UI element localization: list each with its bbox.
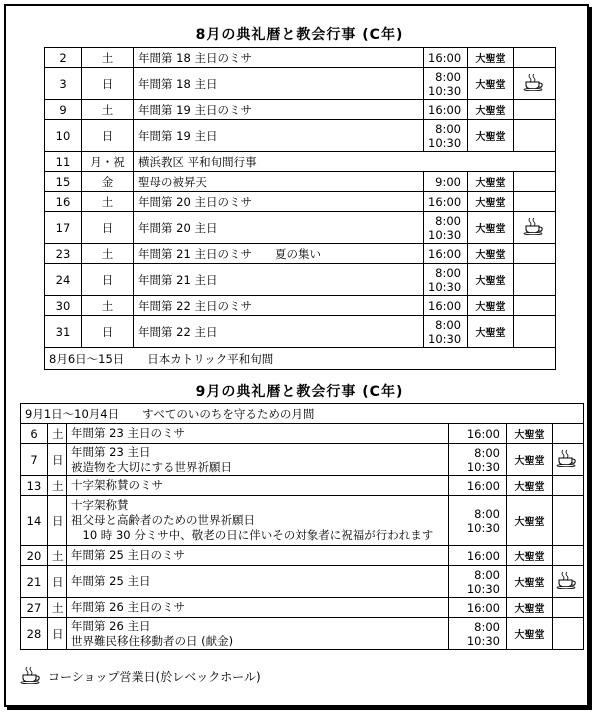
cafe-cell	[514, 212, 556, 244]
coffee-cup-icon	[523, 73, 547, 94]
weekday-cell: 土	[82, 192, 134, 212]
time-cell	[424, 100, 468, 120]
venue-cell: 大聖堂	[507, 496, 553, 546]
time-cell	[449, 424, 507, 444]
weekday-cell: 土	[82, 48, 134, 68]
time: 10:30	[466, 520, 500, 535]
day-cell: 2	[45, 48, 82, 68]
legend	[20, 666, 261, 687]
event-line: 十字架称賛	[71, 498, 129, 512]
time-cell	[424, 120, 468, 152]
cafe-cell	[514, 316, 556, 348]
event-line: 祖父母と高齢者のための世界祈願日	[71, 513, 255, 527]
venue-cell: 大聖堂	[468, 68, 514, 100]
schedule-row	[45, 244, 556, 264]
schedule-row	[45, 192, 556, 212]
weekday-cell: 土	[48, 546, 67, 566]
venue-cell: 大聖堂	[468, 192, 514, 212]
time-cell	[449, 598, 507, 618]
venue-cell: 大聖堂	[468, 120, 514, 152]
venue-cell: 大聖堂	[468, 212, 514, 244]
event-cell	[67, 598, 449, 618]
venue-cell: 大聖堂	[507, 598, 553, 618]
time: 16:00	[466, 478, 500, 493]
venue-cell: 大聖堂	[507, 566, 553, 598]
time-cell	[424, 244, 468, 264]
time-cell	[424, 48, 468, 68]
cafe-cell	[514, 120, 556, 152]
august-title: 8月の典礼暦と教会行事 (C年)	[195, 27, 404, 43]
venue-cell: 大聖堂	[468, 172, 514, 192]
venue-cell: 大聖堂	[468, 244, 514, 264]
day-cell: 3	[45, 68, 82, 100]
event-cell: 聖母の被昇天	[134, 172, 424, 192]
event-line: 10 時 30 分ミサ中、敬老の日に伴いその対象者に祝福が行われます	[71, 528, 434, 542]
weekday-cell: 日	[82, 120, 134, 152]
cafe-cell	[514, 264, 556, 296]
venue-cell: 大聖堂	[507, 546, 553, 566]
event-line: 年間第 23 主日	[71, 444, 151, 459]
time-cell	[424, 172, 468, 192]
day-cell: 23	[45, 244, 82, 264]
time: 10:30	[466, 581, 500, 596]
day-cell: 30	[45, 296, 82, 316]
day-cell: 16	[45, 192, 82, 212]
coffee-cup-icon	[556, 571, 580, 592]
september-title: 9月の典礼暦と教会行事 (C年)	[195, 384, 404, 400]
event-cell	[67, 618, 449, 650]
event-cell	[67, 476, 449, 496]
schedule-row	[21, 424, 584, 444]
cafe-cell	[553, 476, 584, 496]
cafe-cell	[514, 192, 556, 212]
venue-cell: 大聖堂	[468, 316, 514, 348]
august-schedule-table	[44, 47, 556, 370]
september-schedule-table	[20, 403, 584, 650]
cafe-cell	[514, 172, 556, 192]
venue-cell: 大聖堂	[468, 296, 514, 316]
schedule-row	[45, 68, 556, 100]
event-line: 年間第 26 主日	[71, 618, 151, 633]
event-cell	[67, 424, 449, 444]
time: 10:30	[428, 331, 462, 346]
weekday-cell: 土	[48, 424, 67, 444]
event-cell: 年間第 18 主日	[134, 68, 424, 100]
time: 16:00	[466, 426, 500, 441]
time-cell	[449, 546, 507, 566]
schedule-row	[21, 618, 584, 650]
time: 10:30	[466, 633, 500, 648]
schedule-row	[21, 496, 584, 546]
day-cell: 13	[21, 476, 48, 496]
time: 8:00	[435, 121, 461, 136]
time: 10:30	[428, 83, 462, 98]
venue-cell: 大聖堂	[468, 48, 514, 68]
schedule-row	[21, 566, 584, 598]
time-cell	[424, 264, 468, 296]
time: 9:00	[435, 174, 461, 189]
weekday-cell: 日	[82, 316, 134, 348]
schedule-row	[45, 48, 556, 68]
footer-row	[45, 348, 556, 370]
time: 8:00	[474, 567, 500, 582]
cafe-cell	[553, 424, 584, 444]
event-cell: 年間第 22 主日のミサ	[134, 296, 424, 316]
event-cell	[67, 496, 449, 546]
schedule-row	[45, 152, 556, 172]
weekday-cell: 土	[82, 244, 134, 264]
schedule-row	[21, 598, 584, 618]
event-cell: 年間第 21 主日	[134, 264, 424, 296]
month-theme-note: 9月1日～10月4日 すべてのいのちを守るための月間	[21, 404, 584, 424]
cafe-cell	[553, 496, 584, 546]
time: 16:00	[428, 102, 462, 117]
coffee-cup-icon	[20, 666, 44, 687]
time-cell	[424, 316, 468, 348]
venue-cell: 大聖堂	[468, 100, 514, 120]
coffee-cup-icon	[523, 217, 547, 238]
time: 8:00	[474, 445, 500, 460]
day-cell: 10	[45, 120, 82, 152]
event-line: 被造物を大切にする世界祈願日	[71, 459, 232, 474]
event-cell: 年間第 20 主日	[134, 212, 424, 244]
day-cell: 27	[21, 598, 48, 618]
event-cell: 年間第 19 主日のミサ	[134, 100, 424, 120]
schedule-row	[45, 172, 556, 192]
time: 8:00	[474, 506, 500, 521]
venue-cell: 大聖堂	[507, 424, 553, 444]
event-cell	[67, 566, 449, 598]
schedule-row	[45, 296, 556, 316]
peace-period-note: 8月6日～15日 日本カトリック平和旬間	[45, 348, 556, 370]
weekday-cell: 日	[82, 264, 134, 296]
schedule-row	[21, 476, 584, 496]
time-cell	[449, 476, 507, 496]
time: 16:00	[428, 246, 462, 261]
time: 8:00	[474, 619, 500, 634]
cafe-cell	[553, 598, 584, 618]
time: 8:00	[435, 265, 461, 280]
time-cell	[449, 496, 507, 546]
time-cell	[449, 444, 507, 476]
weekday-cell: 土	[48, 598, 67, 618]
time-cell	[424, 192, 468, 212]
day-cell: 15	[45, 172, 82, 192]
time: 8:00	[435, 213, 461, 228]
day-cell: 31	[45, 316, 82, 348]
time: 10:30	[428, 227, 462, 242]
time-cell	[424, 296, 468, 316]
event-line: 年間第 25 主日	[71, 574, 151, 588]
schedule-row	[45, 120, 556, 152]
weekday-cell: 日	[82, 68, 134, 100]
day-cell: 9	[45, 100, 82, 120]
event-cell: 横浜教区 平和旬間行事	[134, 152, 556, 172]
legend-text: コーショップ営業日(於レベックホール)	[48, 670, 261, 684]
day-cell: 20	[21, 546, 48, 566]
event-cell: 年間第 20 主日のミサ	[134, 192, 424, 212]
event-line: 十字架称賛のミサ	[71, 478, 163, 492]
weekday-cell: 土	[82, 100, 134, 120]
day-cell: 28	[21, 618, 48, 650]
day-cell: 21	[21, 566, 48, 598]
day-cell: 7	[21, 444, 48, 476]
event-cell: 年間第 21 主日のミサ 夏の集い	[134, 244, 424, 264]
schedule-row	[21, 546, 584, 566]
time: 10:30	[466, 459, 500, 474]
event-cell: 年間第 22 主日	[134, 316, 424, 348]
event-line: 年間第 23 主日のミサ	[71, 426, 185, 440]
event-line: 年間第 26 主日のミサ	[71, 600, 185, 614]
venue-cell: 大聖堂	[507, 476, 553, 496]
venue-cell: 大聖堂	[468, 264, 514, 296]
day-cell: 11	[45, 152, 82, 172]
weekday-cell: 日	[48, 496, 67, 546]
weekday-cell: 日	[48, 566, 67, 598]
time: 16:00	[428, 194, 462, 209]
cafe-cell	[514, 68, 556, 100]
weekday-cell: 日	[82, 212, 134, 244]
day-cell: 17	[45, 212, 82, 244]
schedule-row	[45, 100, 556, 120]
cafe-cell	[514, 296, 556, 316]
event-line: 年間第 25 主日のミサ	[71, 548, 185, 562]
schedule-row	[45, 264, 556, 296]
time-cell	[424, 68, 468, 100]
weekday-cell: 日	[48, 618, 67, 650]
schedule-row	[45, 212, 556, 244]
time-cell	[449, 566, 507, 598]
cafe-cell	[553, 546, 584, 566]
day-cell: 24	[45, 264, 82, 296]
weekday-cell: 金	[82, 172, 134, 192]
time: 16:00	[428, 50, 462, 65]
event-cell	[67, 444, 449, 476]
cafe-cell	[514, 48, 556, 68]
time: 16:00	[428, 298, 462, 313]
time: 10:30	[428, 279, 462, 294]
time: 16:00	[466, 548, 500, 563]
cafe-cell	[514, 100, 556, 120]
cafe-cell	[514, 244, 556, 264]
event-cell	[67, 546, 449, 566]
day-cell: 14	[21, 496, 48, 546]
time: 10:30	[428, 135, 462, 150]
time-cell	[449, 618, 507, 650]
venue-cell: 大聖堂	[507, 618, 553, 650]
schedule-row	[21, 444, 584, 476]
schedule-row	[45, 316, 556, 348]
event-line: 世界難民移住移動者の日 (献金)	[71, 633, 234, 648]
weekday-cell: 月・祝	[82, 152, 134, 172]
weekday-cell: 土	[48, 476, 67, 496]
cafe-cell	[553, 618, 584, 650]
cafe-cell	[553, 444, 584, 476]
weekday-cell: 日	[48, 444, 67, 476]
cafe-cell	[553, 566, 584, 598]
coffee-cup-icon	[556, 449, 580, 470]
event-cell: 年間第 18 主日のミサ	[134, 48, 424, 68]
day-cell: 6	[21, 424, 48, 444]
time: 8:00	[435, 69, 461, 84]
time-cell	[424, 212, 468, 244]
event-cell: 年間第 19 主日	[134, 120, 424, 152]
venue-cell: 大聖堂	[507, 444, 553, 476]
time: 8:00	[435, 317, 461, 332]
time: 16:00	[466, 600, 500, 615]
header-note-row	[21, 404, 584, 424]
weekday-cell: 土	[82, 296, 134, 316]
